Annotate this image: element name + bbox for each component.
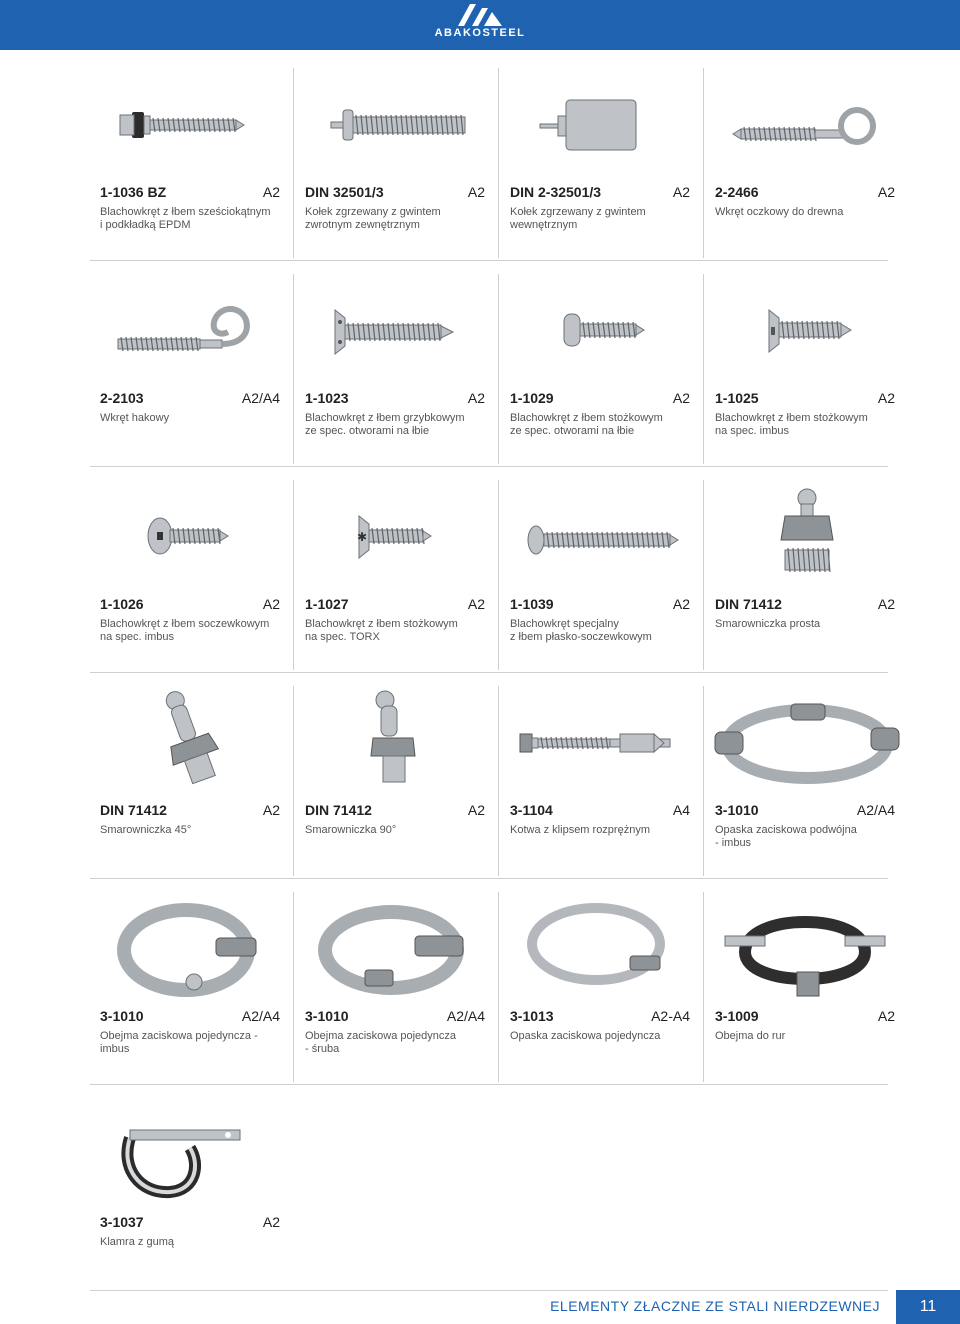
double-clamp-icon <box>705 686 909 796</box>
product-image <box>705 68 909 178</box>
product-description: Blachowkręt z łbem stożkowym na spec. TORX <box>305 618 458 643</box>
eye-screw-icon <box>705 68 909 178</box>
product-code: 1-1027 <box>305 596 349 612</box>
product-code: 1-1025 <box>715 390 759 406</box>
pipe-clamp-icon <box>705 892 909 1002</box>
rubber-clip-icon <box>90 1098 294 1208</box>
product-code: 3-1104 <box>510 802 553 818</box>
product-grade: A2 <box>262 184 280 200</box>
product-code: 3-1010 <box>100 1008 144 1024</box>
product-image <box>705 892 909 1002</box>
product-image <box>90 68 294 178</box>
product-row <box>90 274 895 464</box>
weld-stud-icon <box>295 68 499 178</box>
product-code: DIN 32501/3 <box>305 184 384 200</box>
product-image <box>295 686 499 796</box>
product-image <box>90 480 294 590</box>
product-row <box>90 892 895 1082</box>
bolt-clamp-icon <box>295 892 499 1002</box>
product-description: Obejma zaciskowa pojedyncza - śruba <box>305 1030 457 1055</box>
product-row <box>90 1098 888 1288</box>
product-row <box>90 686 895 876</box>
product-description: Wkręt hakowy <box>100 412 170 424</box>
product-grade: A2/A4 <box>856 802 895 818</box>
page-number: 11 <box>896 1290 960 1324</box>
weld-sleeve-icon <box>500 68 704 178</box>
product-card <box>90 686 294 876</box>
product-card <box>295 480 499 670</box>
product-grade: A2 <box>467 184 485 200</box>
svg-text:✱: ✱ <box>357 530 368 544</box>
product-description: Opaska zaciskowa podwójna - imbus <box>715 824 857 849</box>
product-grade: A2/A4 <box>241 390 280 406</box>
column-divider <box>498 274 499 464</box>
product-grade: A2/A4 <box>446 1008 485 1024</box>
product-code: 3-1010 <box>305 1008 349 1024</box>
product-description: Obejma do rur <box>715 1030 786 1042</box>
product-card <box>295 892 499 1082</box>
product-code: DIN 71412 <box>715 596 782 612</box>
product-card <box>90 480 294 670</box>
product-image <box>500 68 704 178</box>
product-card <box>90 68 294 258</box>
product-code: 1-1029 <box>510 390 554 406</box>
footer <box>0 1288 960 1324</box>
product-code: 2-2103 <box>100 390 144 406</box>
product-description: Blachowkręt z łbem soczewkowym na spec. imbus <box>100 618 270 643</box>
row-divider <box>90 878 888 879</box>
product-image <box>90 1098 294 1208</box>
product-description: Kołek zgrzewany z gwintem wewnętrznym <box>510 206 646 231</box>
product-grade: A2 <box>672 184 690 200</box>
product-grade: A2 <box>467 390 485 406</box>
product-grade: A2 <box>467 802 485 818</box>
product-code: 3-1037 <box>100 1214 144 1230</box>
product-description: Wkręt oczkowy do drewna <box>715 206 844 218</box>
column-divider <box>293 480 294 670</box>
product-card <box>705 68 909 258</box>
hose-clamp-icon <box>500 892 704 1002</box>
product-code: 1-1026 <box>100 596 144 612</box>
product-code: 1-1023 <box>305 390 349 406</box>
column-divider <box>703 274 704 464</box>
product-code: 2-2466 <box>715 184 759 200</box>
product-code: 3-1009 <box>715 1008 759 1024</box>
product-grade: A2 <box>877 596 895 612</box>
product-image <box>705 480 909 590</box>
column-divider <box>293 686 294 876</box>
product-code: 3-1013 <box>510 1008 554 1024</box>
countersunk-imbus-screw-icon <box>705 274 909 384</box>
product-grade: A2 <box>877 184 895 200</box>
row-divider <box>90 260 888 261</box>
product-image <box>705 274 909 384</box>
product-image <box>500 686 704 796</box>
product-code: DIN 71412 <box>100 802 167 818</box>
product-image <box>295 480 499 590</box>
product-card <box>90 274 294 464</box>
anchor-bolt-icon <box>500 686 704 796</box>
product-description: Blachowkręt specjalny z łbem płasko-soczewkowym <box>510 618 652 643</box>
product-description: Obejma zaciskowa pojedyncza - imbus <box>100 1030 258 1055</box>
column-divider <box>498 480 499 670</box>
product-card <box>500 480 704 670</box>
abakosteel-logo-icon <box>454 4 506 26</box>
column-divider <box>703 686 704 876</box>
product-code: DIN 71412 <box>305 802 372 818</box>
product-grade: A2 <box>672 596 690 612</box>
product-image <box>295 892 499 1002</box>
product-card <box>705 274 909 464</box>
countersunk-screw-icon <box>295 274 499 384</box>
product-card <box>295 68 499 258</box>
hex-screw-epdm-icon <box>90 68 294 178</box>
grease-nipple-90-icon <box>295 686 499 796</box>
product-card <box>500 68 704 258</box>
product-grade: A2/A4 <box>241 1008 280 1024</box>
column-divider <box>703 68 704 258</box>
column-divider <box>498 68 499 258</box>
product-image <box>90 686 294 796</box>
product-grade: A2 <box>877 1008 895 1024</box>
header-bar <box>0 0 960 50</box>
column-divider <box>293 274 294 464</box>
product-description: Blachowkręt z łbem sześciokątnym i podkładką EPDM <box>100 206 271 231</box>
product-grade: A2 <box>262 596 280 612</box>
row-divider <box>90 466 888 467</box>
product-card <box>90 1098 294 1288</box>
product-code: 1-1039 <box>510 596 554 612</box>
column-divider <box>293 892 294 1082</box>
product-description: Kotwa z klipsem rozprężnym <box>510 824 650 836</box>
torx-screw-icon <box>295 480 499 590</box>
pan-screw-icon <box>500 274 704 384</box>
hook-screw-icon <box>90 274 294 384</box>
product-description: Smarowniczka 90° <box>305 824 397 836</box>
brand-name: ABAKOSTEEL <box>434 27 526 39</box>
product-description: Kołek zgrzewany z gwintem zwrotnym zewnętrznym <box>305 206 441 231</box>
product-image <box>90 892 294 1002</box>
product-image <box>295 274 499 384</box>
product-card <box>90 892 294 1082</box>
product-grade: A2 <box>262 1214 280 1230</box>
product-card <box>295 274 499 464</box>
product-card <box>705 892 909 1082</box>
product-image <box>295 68 499 178</box>
product-card <box>705 686 909 876</box>
product-description: Blachowkręt z łbem stożkowym na spec. imbus <box>715 412 868 437</box>
brand-logo <box>0 4 960 39</box>
product-grade: A2 <box>877 390 895 406</box>
product-image <box>500 480 704 590</box>
single-clamp-icon <box>90 892 294 1002</box>
product-grade: A2 <box>467 596 485 612</box>
product-card <box>705 480 909 670</box>
product-code: 1-1036 BZ <box>100 184 167 200</box>
product-description: Blachowkręt z łbem grzybkowym ze spec. otworami na łbie <box>305 412 465 437</box>
column-divider <box>498 686 499 876</box>
product-card <box>500 892 704 1082</box>
product-grade: A4 <box>672 802 690 818</box>
product-description: Blachowkręt z łbem stożkowym ze spec. otworami na łbie <box>510 412 663 437</box>
product-card <box>500 686 704 876</box>
product-image <box>705 686 909 796</box>
product-code: 3-1010 <box>715 802 759 818</box>
product-grade: A2-A4 <box>651 1008 690 1024</box>
row-divider <box>90 1084 888 1085</box>
button-imbus-screw-icon <box>90 480 294 590</box>
grease-nipple-straight-icon <box>705 480 909 590</box>
product-image <box>90 274 294 384</box>
product-description: Klamra z gumą <box>100 1236 174 1248</box>
column-divider <box>703 892 704 1082</box>
product-code: DIN 2-32501/3 <box>510 184 602 200</box>
product-row <box>90 480 895 670</box>
column-divider <box>498 892 499 1082</box>
footer-title: ELEMENTY ZŁACZNE ZE STALI NIERDZEWNEJ <box>550 1298 880 1314</box>
product-image <box>500 274 704 384</box>
row-divider <box>90 672 888 673</box>
product-card <box>500 274 704 464</box>
product-description: Smarowniczka 45° <box>100 824 192 836</box>
product-grade: A2 <box>262 802 280 818</box>
long-screw-icon <box>500 480 704 590</box>
product-card <box>295 686 499 876</box>
product-image <box>500 892 704 1002</box>
product-description: Opaska zaciskowa pojedyncza <box>510 1030 661 1042</box>
grease-nipple-45-icon <box>90 686 294 796</box>
product-row <box>90 68 895 258</box>
column-divider <box>293 68 294 258</box>
product-grade: A2 <box>672 390 690 406</box>
column-divider <box>703 480 704 670</box>
product-description: Smarowniczka prosta <box>715 618 821 630</box>
